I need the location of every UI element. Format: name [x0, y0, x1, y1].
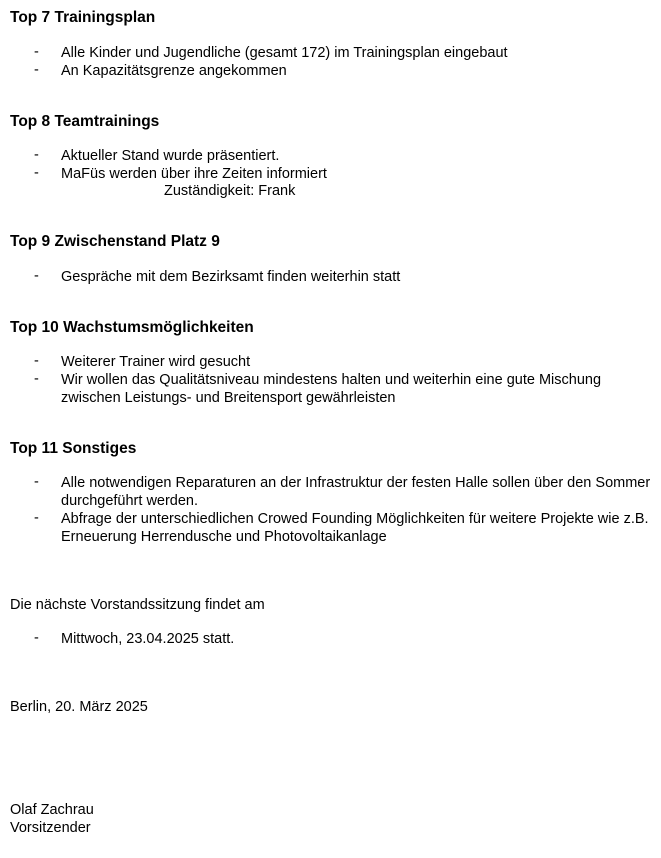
- list-item-text: Gespräche mit dem Bezirksamt finden weiterhin statt: [61, 269, 401, 285]
- signature-role: Vorsitzender: [10, 820, 91, 836]
- next-meeting-intro: Die nächste Vorstandssitzung findet am: [10, 597, 265, 613]
- list-dash: -: [34, 62, 39, 78]
- section-title-top9: Top 9 Zwischenstand Platz 9: [10, 233, 220, 250]
- list-dash: -: [34, 510, 39, 526]
- section-title-top7: Top 7 Trainingsplan: [10, 9, 156, 26]
- list-item-text: Aktueller Stand wurde präsentiert.: [61, 148, 280, 164]
- list-dash: -: [34, 630, 39, 646]
- list-item-text: An Kapazitätsgrenze angekommen: [61, 63, 287, 79]
- list-item-text: MaFüs werden über ihre Zeiten informiert: [61, 166, 327, 182]
- section-title-top8: Top 8 Teamtrainings: [10, 113, 160, 130]
- section-title-top11: Top 11 Sonstiges: [10, 440, 137, 457]
- signature-name: Olaf Zachrau: [10, 802, 94, 818]
- list-item-text: Weiterer Trainer wird gesucht: [61, 354, 251, 370]
- section-title-top10: Top 10 Wachstumsmöglichkeiten: [10, 319, 254, 336]
- place-date: Berlin, 20. März 2025: [10, 699, 148, 715]
- list-dash: -: [34, 371, 39, 387]
- list-item-text: Abfrage der unterschiedlichen Crowed Founding Möglichkeiten für weitere Projekte wie z.B. Erneuerung Herrendusche und Photovoltaikanlage: [61, 511, 649, 545]
- next-meeting-date: Mittwoch, 23.04.2025 statt.: [61, 631, 235, 647]
- list-dash: -: [34, 44, 39, 60]
- list-item-text: Alle Kinder und Jugendliche (gesamt 172) im Trainingsplan eingebaut: [61, 45, 508, 61]
- list-dash: -: [34, 147, 39, 163]
- list-item-text: Alle notwendigen Reparaturen an der Infrastruktur der festen Halle sollen über den Sommer durchgeführt werden.: [61, 475, 651, 509]
- responsibility-note: Zuständigkeit: Frank: [164, 183, 296, 199]
- list-item-text: Wir wollen das Qualitätsniveau mindestens halten und weiterhin eine gute Mischung zwischen Leistungs- und Breitensport gewährleisten: [61, 372, 602, 406]
- list-dash: -: [34, 165, 39, 181]
- list-dash: -: [34, 353, 39, 369]
- list-dash: -: [34, 268, 39, 284]
- list-dash: -: [34, 474, 39, 490]
